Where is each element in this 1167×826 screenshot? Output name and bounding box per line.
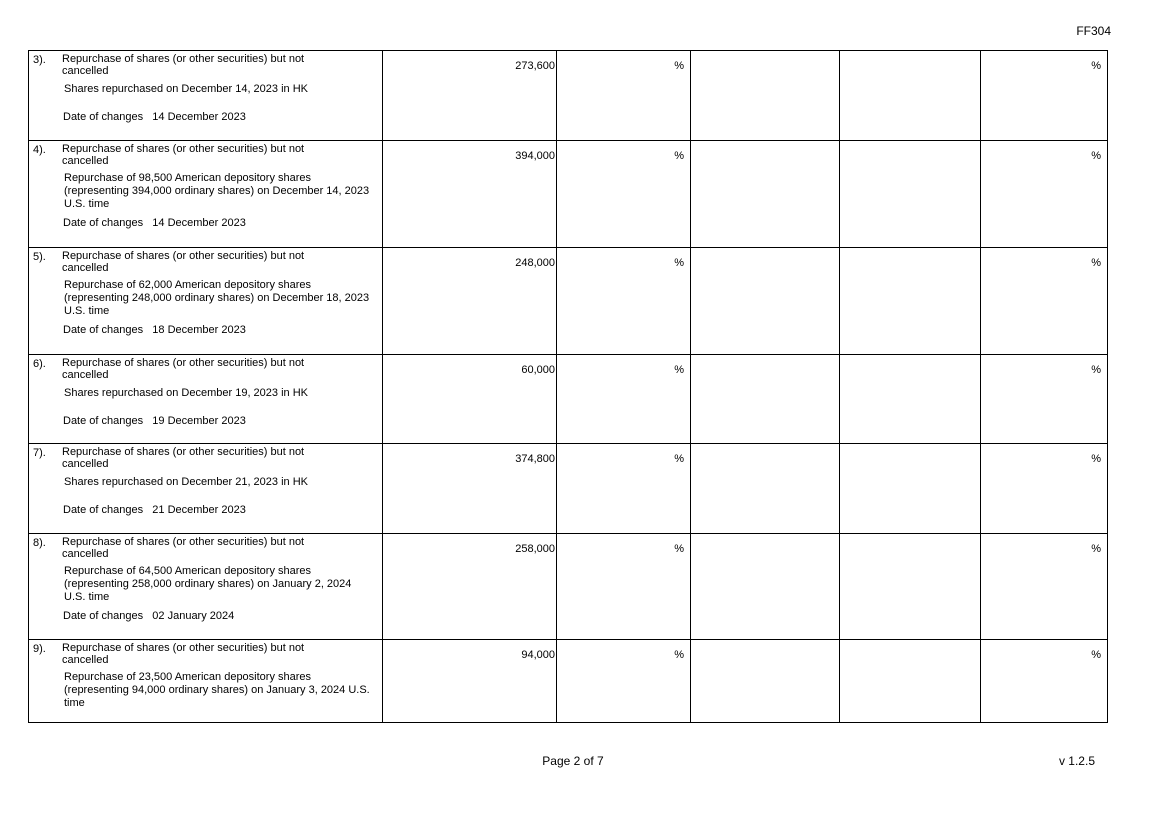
percent-cell: % [981,248,1108,355]
description-cell [29,534,383,640]
blank-cell [691,248,840,355]
change-type: Repurchase of shares (or other securities) but not cancelled [62,642,305,666]
change-type: Repurchase of shares (or other securities) but not cancelled [62,250,305,274]
table-row [29,248,1108,355]
blank-cell [691,640,840,723]
description-cell [29,444,383,534]
change-detail: Shares repurchased on December 14, 2023 in HK [64,83,308,95]
blank-cell [840,51,981,141]
change-detail: Repurchase of 64,500 American depository shares (representing 258,000 ordinary shares) on January 2, 2024 U.S. time [64,565,352,603]
table-row [29,444,1108,534]
percent-cell: % [557,444,691,534]
percent-cell: % [557,355,691,444]
percent-cell: % [981,534,1108,640]
blank-cell [840,355,981,444]
date-of-changes: Date of changes 14 December 2023 [63,217,246,229]
item-number: 7). [33,447,46,459]
item-number: 8). [33,537,46,549]
blank-cell [691,355,840,444]
blank-cell [691,534,840,640]
blank-cell [840,640,981,723]
description-cell [29,141,383,248]
percent-cell: % [557,141,691,248]
item-number: 9). [33,643,46,655]
blank-cell [691,51,840,141]
date-of-changes: Date of changes 18 December 2023 [63,324,246,336]
description-cell [29,640,383,723]
change-detail: Shares repurchased on December 19, 2023 in HK [64,387,308,399]
change-detail: Shares repurchased on December 21, 2023 in HK [64,476,308,488]
date-of-changes: Date of changes 19 December 2023 [63,415,246,427]
blank-cell [691,141,840,248]
version-label: v 1.2.5 [1058,754,1095,768]
change-type: Repurchase of shares (or other securities) but not cancelled [62,53,305,77]
description-cell [29,248,383,355]
table-row [29,534,1108,640]
share-quantity: 258,000 [383,534,557,640]
blank-cell [840,534,981,640]
blank-cell [691,444,840,534]
date-of-changes: Date of changes 02 January 2024 [63,610,235,622]
percent-cell: % [981,51,1108,141]
change-type: Repurchase of shares (or other securities) but not cancelled [62,357,305,381]
change-detail: Repurchase of 62,000 American depository shares (representing 248,000 ordinary shares) on December 18, 2023 U.S. time [64,279,370,317]
percent-cell: % [981,640,1108,723]
percent-cell: % [981,141,1108,248]
description-cell [29,51,383,141]
change-type: Repurchase of shares (or other securities) but not cancelled [62,446,305,470]
item-number: 4). [33,144,46,156]
blank-cell [840,141,981,248]
percent-cell: % [557,534,691,640]
share-quantity: 374,800 [383,444,557,534]
item-number: 5). [33,251,46,263]
table-row [29,51,1108,141]
change-type: Repurchase of shares (or other securities) but not cancelled [62,536,305,560]
percent-cell: % [981,444,1108,534]
item-number: 3). [33,54,46,66]
share-quantity: 60,000 [383,355,557,444]
percent-cell: % [557,51,691,141]
change-detail: Repurchase of 23,500 American depository shares (representing 94,000 ordinary shares) on January 3, 2024 U.S. time [64,671,370,709]
blank-cell [840,444,981,534]
share-repurchase-table [28,50,1108,723]
blank-cell [840,248,981,355]
share-quantity: 248,000 [383,248,557,355]
form-code: FF304 [1076,24,1111,38]
table-row [29,141,1108,248]
share-quantity: 394,000 [383,141,557,248]
change-detail: Repurchase of 98,500 American depository shares (representing 394,000 ordinary shares) on December 14, 2023 U.S. time [64,172,370,210]
percent-cell: % [557,640,691,723]
page-number: Page 2 of 7 [542,754,604,768]
description-cell [29,355,383,444]
change-type: Repurchase of shares (or other securities) but not cancelled [62,143,305,167]
percent-cell: % [981,355,1108,444]
date-of-changes: Date of changes 21 December 2023 [63,504,246,516]
percent-cell: % [557,248,691,355]
table-row [29,355,1108,444]
date-of-changes: Date of changes 14 December 2023 [63,111,246,123]
share-quantity: 273,600 [383,51,557,141]
share-quantity: 94,000 [383,640,557,723]
item-number: 6). [33,358,46,370]
table-row [29,640,1108,723]
